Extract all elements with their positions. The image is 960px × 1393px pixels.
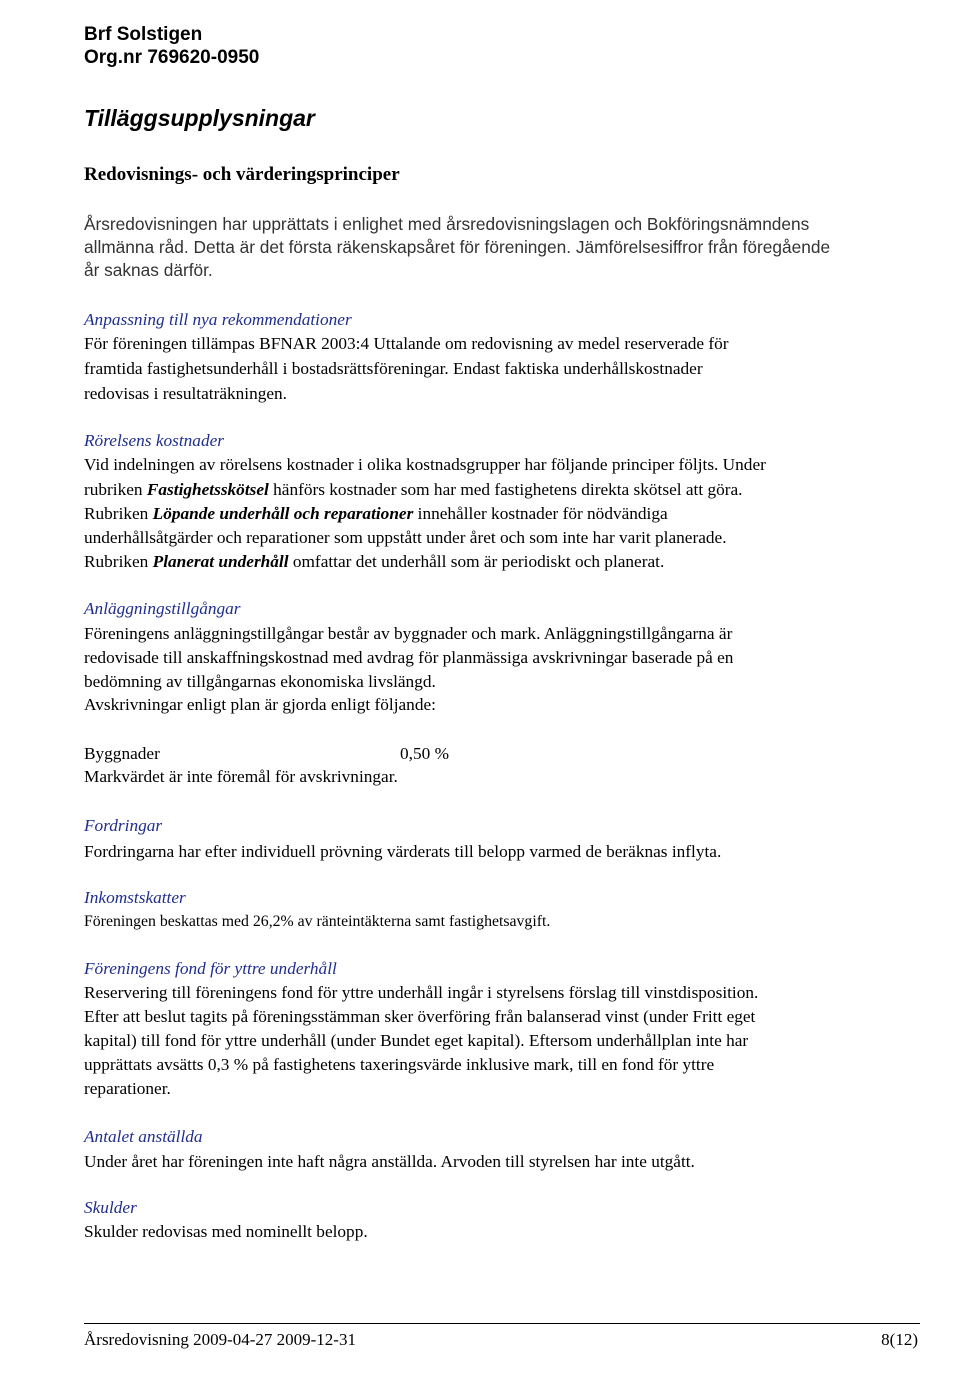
fond-line-2: Efter att beslut tagits på föreningsstämman sker överföring från balanserad vinst (under Fritt eget <box>84 1007 756 1026</box>
org-name: Brf Solstigen <box>84 24 203 45</box>
rorelse-line-2-post: hänförs kostnader som har med fastighetens direkta skötsel att göra. <box>268 480 743 499</box>
rorelse-line-5-post: omfattar det underhåll som är periodiskt och planerat. <box>288 552 665 571</box>
section-heading-principles: Redovisnings- och värderingsprinciper <box>84 164 400 185</box>
footer-report-period: Årsredovisning 2009-04-27 2009-12-31 <box>84 1330 356 1349</box>
section-heading-rorelse: Rörelsens kostnader <box>84 431 224 450</box>
depreciation-rate: 0,50 % <box>400 744 449 763</box>
section-heading-skatter: Inkomstskatter <box>84 888 186 907</box>
land-note: Markvärdet är inte föremål för avskrivningar. <box>84 767 398 786</box>
anlaggning-line-2: redovisade till anskaffningskostnad med avdrag för planmässiga avskrivningar baserade på en <box>84 648 734 667</box>
fond-line-1: Reservering till föreningens fond för yttre underhåll ingår i styrelsens förslag till vinstdisposition. <box>84 983 759 1002</box>
anstallda-line: Under året har föreningen inte haft några anställda. Arvoden till styrelsen har inte utgått. <box>84 1152 695 1171</box>
principles-line-3: år saknas därför. <box>84 260 213 280</box>
page-title: Tilläggsupplysningar <box>84 105 315 131</box>
rorelse-term-planerat-underhall: Planerat underhåll <box>152 552 289 571</box>
rorelse-line-2-pre: rubriken <box>84 480 147 499</box>
anlaggning-line-3: bedömning av tillgångarnas ekonomiska livslängd. <box>84 672 436 691</box>
anpassning-line-3: redovisas i resultaträkningen. <box>84 384 287 403</box>
section-heading-fond: Föreningens fond för yttre underhåll <box>84 959 337 978</box>
rorelse-line-3 <box>84 504 668 524</box>
org-number: Org.nr 769620-0950 <box>84 47 260 68</box>
rorelse-term-lopande-underhall: Löpande underhåll och reparationer <box>152 504 414 523</box>
anpassning-line-1: För föreningen tillämpas BFNAR 2003:4 Uttalande om redovisning av medel reserverade för <box>84 334 729 353</box>
principles-line-1: Årsredovisningen har upprättats i enlighet med årsredovisningslagen och Bokföringsnämndens <box>84 214 810 234</box>
section-heading-anlaggning: Anläggningstillgångar <box>84 599 241 618</box>
rorelse-line-4: underhållsåtgärder och reparationer som uppstått under året och som inte har varit planerade. <box>84 528 727 547</box>
skatter-line: Föreningen beskattas med 26,2% av ränteintäkterna samt fastighetsavgift. <box>84 913 551 930</box>
section-heading-fordringar: Fordringar <box>84 816 163 835</box>
fordringar-line: Fordringarna har efter individuell prövning värderats till belopp varmed de beräknas inflyta. <box>84 842 722 861</box>
rorelse-line-1: Vid indelningen av rörelsens kostnader i olika kostnadsgrupper har följande principer följts. Under <box>84 455 766 474</box>
rorelse-line-5-pre: Rubriken <box>84 552 153 571</box>
anpassning-line-2: framtida fastighetsunderhåll i bostadsrättsföreningar. Endast faktiska underhållskostnader <box>84 359 703 378</box>
section-heading-anstallda: Antalet anställda <box>84 1127 203 1146</box>
section-heading-skulder: Skulder <box>84 1198 137 1217</box>
page-number: 8(12) <box>881 1330 918 1349</box>
depreciation-label: Byggnader <box>84 744 160 763</box>
rorelse-line-5 <box>84 552 664 572</box>
footer-divider <box>84 1323 920 1324</box>
fond-line-5: reparationer. <box>84 1079 171 1098</box>
rorelse-line-3-pre: Rubriken <box>84 504 153 523</box>
principles-line-2: allmänna råd. Detta är det första räkenskapsåret för föreningen. Jämförelsesiffror från föregående <box>84 237 831 257</box>
anlaggning-line-4: Avskrivningar enligt plan är gjorda enligt följande: <box>84 695 436 714</box>
rorelse-line-3-post: innehåller kostnader för nödvändiga <box>413 504 668 523</box>
rorelse-line-2 <box>84 480 743 500</box>
fond-line-3: kapital) till fond för yttre underhåll (under Bundet eget kapital). Eftersom underhållplan inte har <box>84 1031 749 1050</box>
fond-line-4: upprättats avsätts 0,3 % på fastighetens taxeringsvärde inklusive mark, till en fond för yttre <box>84 1055 715 1074</box>
section-heading-anpassning: Anpassning till nya rekommendationer <box>84 310 352 329</box>
rorelse-term-fastighetsskotsel: Fastighetsskötsel <box>146 480 269 499</box>
anlaggning-line-1: Föreningens anläggningstillgångar består av byggnader och mark. Anläggningstillgångarna är <box>84 624 733 643</box>
skulder-line: Skulder redovisas med nominellt belopp. <box>84 1222 368 1241</box>
